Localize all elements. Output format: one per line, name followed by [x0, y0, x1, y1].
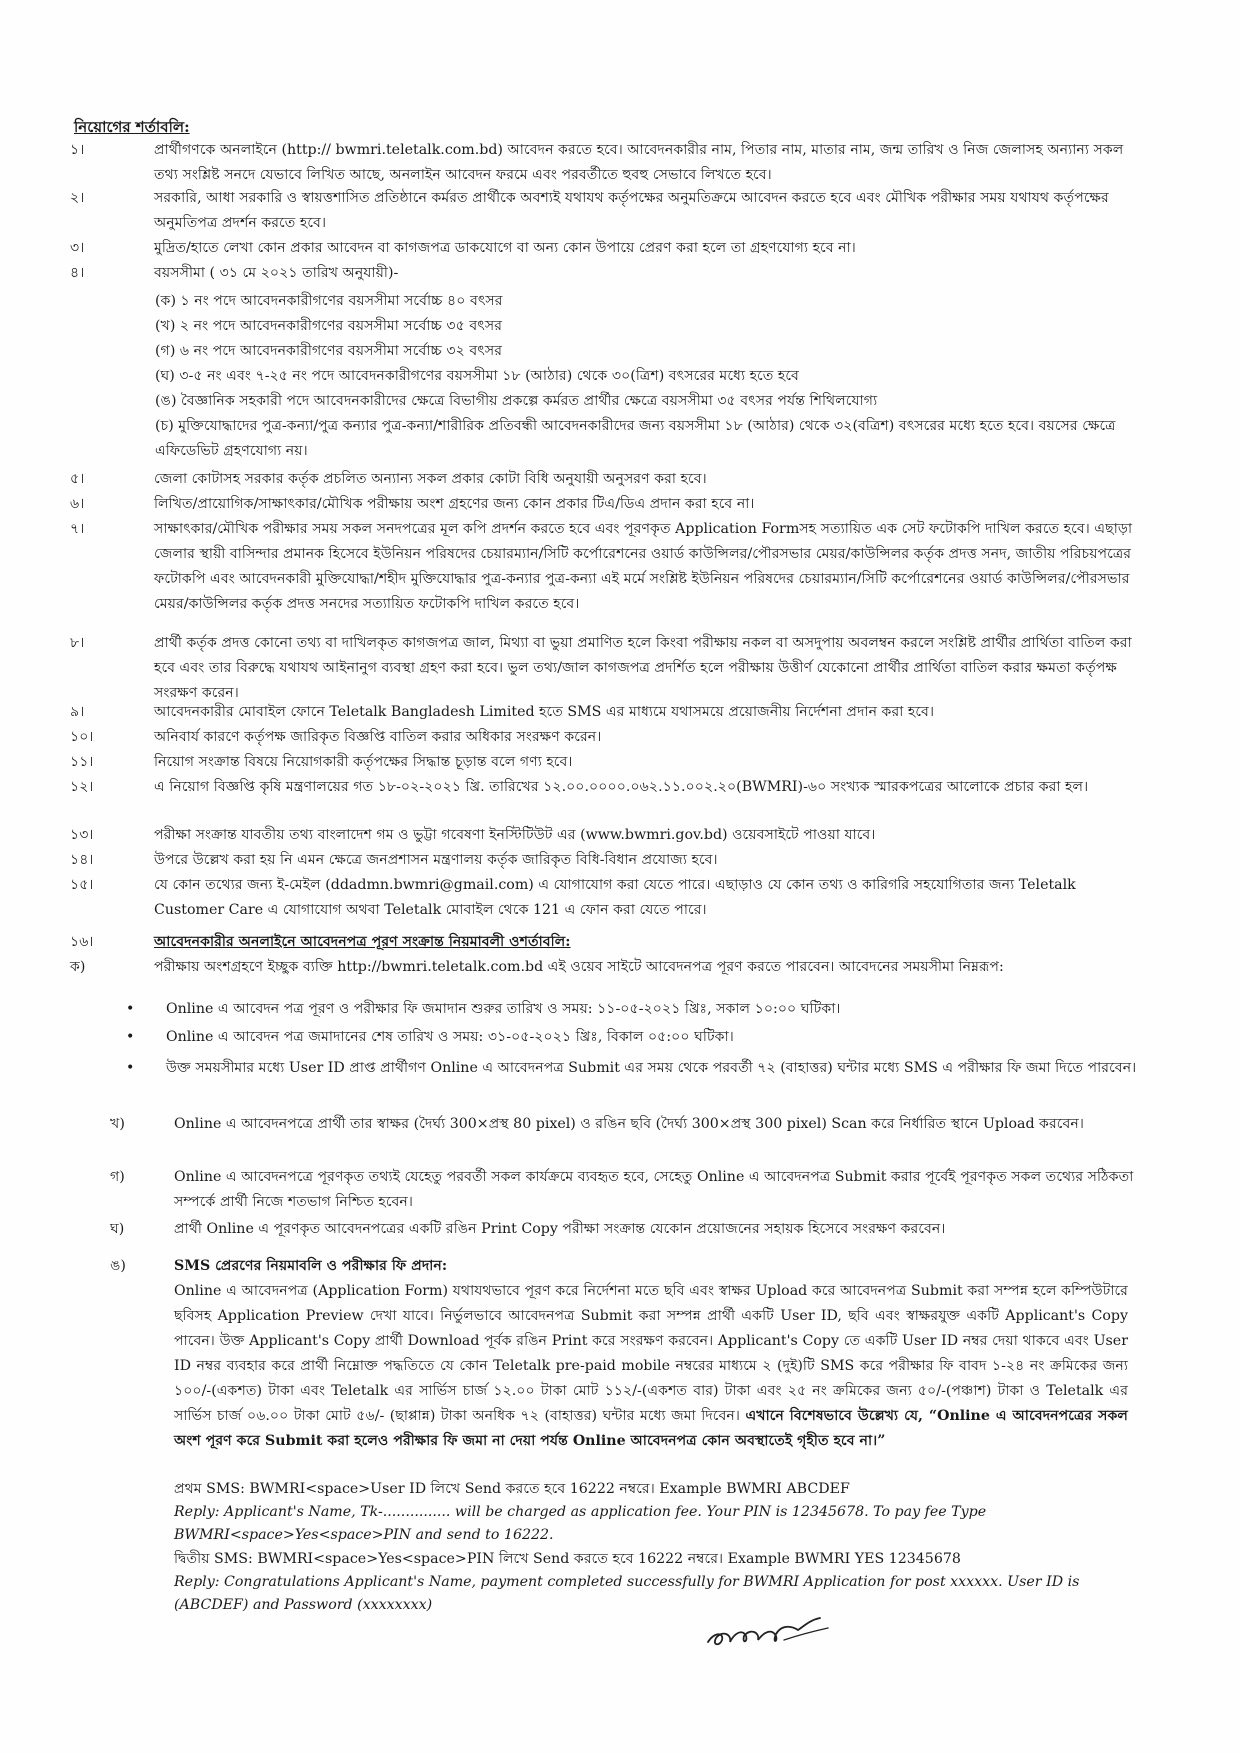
first-sms-line: প্রথম SMS: BWMRI<space>User ID লিখে Send করতে হবে 16222 নম্বরে। Example BWMRI ABCDEF [174, 1481, 850, 1497]
second-sms-block [174, 1548, 1134, 1617]
term-number: ১৩। [70, 827, 94, 843]
rule-number: ঙ) [110, 1258, 126, 1274]
handwritten-signature [700, 1606, 850, 1656]
term-item-10 [70, 725, 1140, 750]
rule-number: গ) [110, 1169, 125, 1185]
term-item-8 [70, 631, 1140, 706]
term-number: ১১। [70, 754, 94, 770]
term-item-2 [70, 186, 1140, 236]
term-number: ক) [70, 959, 86, 975]
online-rules-heading: আবেদনকারীর অনলাইনে আবেদনপত্র পূরণ সংক্রান্ত নিয়মাবলী ওশর্তাবলি: [154, 934, 571, 950]
term-item-4 [70, 261, 1140, 286]
term-item-11 [70, 750, 1140, 775]
term-number: ১০। [70, 729, 94, 745]
terms-heading: নিয়োগের শর্তাবলি: [74, 118, 190, 136]
age-limit-item: (ঘ) ৩-৫ নং এবং ৭-২৫ নং পদে আবেদনকারীগণের বয়সসীমা ১৮ (আঠার) থেকে ৩০(ত্রিশ) বৎসরের মধ্যে হতে হবে [155, 368, 799, 384]
sms-instruction-paragraph [174, 1279, 1128, 1454]
term-number: ৮। [70, 635, 85, 651]
sms-rules-heading: SMS প্রেরণের নিয়মাবলি ও পরীক্ষার ফি প্রদান: [174, 1258, 448, 1274]
online-rule-kha [110, 1112, 1140, 1137]
term-number: ৩। [70, 240, 85, 256]
term-text: উপরে উল্লেখ করা হয় নি এমন ক্ষেত্রে জনপ্রশাসন মন্ত্রণালয় কর্তৃক জারিকৃত বিধি-বিধান প্রযোজ্য হবে। [154, 852, 718, 868]
term-number: ১৬। [70, 934, 94, 950]
term-text: সরকারি, আধা সরকারি ও স্বায়ত্তশাসিত প্রতিষ্ঠানে কর্মরত প্রার্থীকে অবশ্যই যথাযথ কর্তৃপক্ষের অনুমতিক্রমে আবেদন করতে হবে এবং মৌখিক পরীক্ষার সময় যথাযথ কর্তৃপক্ষের অনুমতিপত্র প্রদর্শন করতে হবে। [154, 190, 1109, 231]
online-rule-umo [110, 1254, 1140, 1279]
term-number: ৭। [70, 521, 85, 537]
term-text: যে কোন তথ্যের জন্য ই-মেইল (ddadmn.bwmri@gmail.com) এ যোগাযোগ করা যেতে পারে। এছাড়াও যে কোন তথ্য ও কারিগরি সহযোগিতার জন্য Teletalk Customer Care এ যোগাযোগ অথবা Teletalk মোবাইল থেকে 121 এ ফোন করা যেতে পারে। [154, 877, 1076, 918]
term-number: ৬। [70, 496, 85, 512]
age-limit-item: (চ) মুক্তিযোদ্ধাদের পুত্র-কন্যা/পুত্র কন্যার পুত্র-কন্যা/শারীরিক প্রতিবন্ধী আবেদনকারীদের জন্য বয়সসীমা ১৮ (আঠার) থেকে ৩২(বত্রিশ) বৎসরের মধ্যে হতে হবে। বয়সের ক্ষেত্রে এফিডেভিট গ্রহণযোগ্য নয়। [155, 418, 1116, 459]
bullet-text: উক্ত সময়সীমার মধ্যে User ID প্রাপ্ত প্রার্থীগণ Online এ আবেদনপত্র Submit এর সময় থেকে পরবর্তী ৭২ (বাহাত্তর) ঘন্টার মধ্যে SMS এ পরীক্ষার ফি জমা দিতে পারবেন। [166, 1060, 1137, 1076]
term-number: ৯। [70, 704, 85, 720]
term-item-16 [70, 930, 1140, 955]
term-text: পরীক্ষায় অংশগ্রহণে ইচ্ছুক ব্যক্তি http://bwmri.teletalk.com.bd এই ওয়েব সাইটে আবেদনপত্র পূরণ করতে পারবেন। আবেদনের সময়সীমা নিম্নরূপ: [154, 959, 1004, 975]
sms-instruction-warning: এখানে বিশেষভাবে উল্লেখ্য যে, “Online এ আবেদনপত্রের সকল অংশ পূরণ করে Submit করা হলেও পরীক্ষার ফি জমা না দেয়া পর্যন্ত Online আবেদনপত্র কোন অবস্থাতেই গৃহীত হবে না।” [174, 1408, 1128, 1449]
term-item-15 [70, 873, 1140, 923]
term-item-6 [70, 492, 1140, 517]
term-number: ১৪। [70, 852, 94, 868]
rule-text: প্রার্থী Online এ পূরণকৃত আবেদনপত্রের একটি রঙিন Print Copy পরীক্ষা সংক্রান্ত যেকোন প্রয়োজনের সহায়ক হিসেবে সংরক্ষণ করবেন। [174, 1221, 946, 1237]
bullet-text: Online এ আবেদন পত্র জমাদানের শেষ তারিখ ও সময়: ৩১-০৫-২০২১ খ্রিঃ, বিকাল ০৫:০০ ঘটিকা। [166, 1029, 734, 1045]
term-number: ৪। [70, 265, 85, 281]
term-text: আবেদনকারীর মোবাইল ফোনে Teletalk Bangladesh Limited হতে SMS এর মাধ্যমে যথাসময়ে প্রয়োজনীয় নির্দেশনা প্রদান করা হবে। [154, 704, 935, 720]
term-item-14 [70, 848, 1140, 873]
first-sms-block [174, 1478, 1134, 1547]
sms-instruction-text: Online এ আবেদনপত্র (Application Form) যথাযথভাবে পূরণ করে নির্দেশনা মতে ছবি এবং স্বাক্ষর Upload করে আবেদনপত্র Submit করা সম্পন্ন হলে কম্পিউটারে ছবিসহ Application Preview দেখা যাবে। নির্ভুলভাবে আবেদনপত্র Submit করা সম্পন্ন প্রার্থী একটি User ID, ছবি এবং স্বাক্ষরযুক্ত একটি Applicant's Copy পাবেন। উক্ত Applicant's Copy প্রার্থী Download পূর্বক রঙিন Print করে সংরক্ষণ করবেন। Applicant's Copy তে একটি User ID নম্বর দেয়া থাকবে এবং User ID নম্বর ব্যবহার করে প্রার্থী নিম্নোক্ত পদ্ধতিতে যে কোন Teletalk pre-paid mobile নম্বরের মাধ্যমে ২ (দুই)টি SMS করে পরীক্ষার ফি বাবদ ১-২৪ নং ক্রমিকের জন্য ১০০/-(একশত) টাকা এবং Teletalk এর সার্ভিস চার্জ ১২.০০ টাকা মোট ১১২/-(একশত বার) টাকা এবং ২৫ নং ক্রমিকের জন্য ৫০/-(পঞ্চাশ) টাকা ও Teletalk এর সার্ভিস চার্জ ০৬.০০ টাকা মোট ৫৬/- (ছাপ্পান্ন) টাকা অনধিক ৭২ (বাহাত্তর) ঘন্টার মধ্যে জমা দিবেন। [174, 1283, 1128, 1424]
bullet-icon: • [126, 1029, 135, 1045]
term-item-ka [70, 955, 1140, 980]
age-limit-item: (গ) ৬ নং পদে আবেদনকারীগণের বয়সসীমা সর্বোচ্চ ৩২ বৎসর [155, 343, 503, 359]
schedule-bullet [126, 997, 1140, 1022]
online-rule-gha [110, 1217, 1140, 1242]
term-number: ১৫। [70, 877, 94, 893]
term-number: ১। [70, 142, 85, 158]
term-text: বয়সসীমা ( ৩১ মে ২০২১ তারিখ অনুযায়ী)- [154, 265, 399, 281]
term-number: ৫। [70, 471, 85, 487]
term-item-7 [70, 517, 1140, 617]
term-text: প্রার্থী কর্তৃক প্রদত্ত কোনো তথ্য বা দাখিলকৃত কাগজপত্র জাল, মিথ্যা বা ভুয়া প্রমাণিত হলে কিংবা পরীক্ষায় নকল বা অসদুপায় অবলম্বন করলে সংশ্লিষ্ট প্রার্থীর প্রার্থিতা বাতিল করা হবে এবং তার বিরুদ্ধে যথাযথ আইনানুগ ব্যবস্থা গ্রহণ করা হবে। ভুল তথ্য/জাল কাগজপত্র প্রদর্শিত হলে পরীক্ষায় উত্তীর্ণ যেকোনো প্রার্থীর প্রার্থিতা বাতিল করার ক্ষমতা কর্তৃপক্ষ সংরক্ষণ করেন। [154, 635, 1132, 701]
term-item-1 [70, 138, 1140, 188]
term-text: অনিবার্য কারণে কর্তৃপক্ষ জারিকৃত বিজ্ঞপ্তি বাতিল করার অধিকার সংরক্ষণ করেন। [154, 729, 602, 745]
term-text: জেলা কোটাসহ সরকার কর্তৃক প্রচলিত অন্যান্য সকল প্রকার কোটা বিধি অনুযায়ী অনুসরণ করা হবে। [154, 471, 707, 487]
term-item-12 [70, 775, 1140, 800]
schedule-bullet [126, 1025, 1140, 1050]
term-item-9 [70, 700, 1140, 725]
term-text: এ নিয়োগ বিজ্ঞপ্তি কৃষি মন্ত্রণালয়ের গত ১৮-০২-২০২১ খ্রি. তারিখের ১২.০০.০০০০.০৬২.১১.০০২.২০(BWMRI)-৬০ সংখ্যক স্মারকপত্রের আলোকে প্রচার করা হল। [154, 779, 1089, 795]
rule-text: Online এ আবেদনপত্রে প্রার্থী তার স্বাক্ষর (দৈর্ঘ্য 300×প্রস্থ 80 pixel) ও রঙিন ছবি (দৈর্ঘ্য 300×প্রস্থ 300 pixel) Scan করে নির্ধারিত স্থানে Upload করবেন। [174, 1116, 1084, 1132]
term-text: প্রার্থীগণকে অনলাইনে (http:// bwmri.teletalk.com.bd) আবেদন করতে হবে। আবেদনকারীর নাম, পিতার নাম, মাতার নাম, জন্ম তারিখ ও নিজ জেলাসহ অন্যান্য সকল তথ্য সংশ্লিষ্ট সনদে যেভাবে লিখিত আছে, অনলাইন আবেদন ফরমে এবং পরবর্তীতে হুবহু সেভাবে লিখতে হবে। [154, 142, 1124, 183]
bullet-text: Online এ আবেদন পত্র পূরণ ও পরীক্ষার ফি জমাদান শুরুর তারিখ ও সময়: ১১-০৫-২০২১ খ্রিঃ, সকাল ১০:০০ ঘটিকা। [166, 1001, 841, 1017]
age-limit-item: (খ) ২ নং পদে আবেদনকারীগণের বয়সসীমা সর্বোচ্চ ৩৫ বৎসর [155, 318, 503, 334]
term-text: পরীক্ষা সংক্রান্ত যাবতীয় তথ্য বাংলাদেশ গম ও ভুট্টা গবেষণা ইনস্টিটিউট এর (www.bwmri.gov.bd) ওয়েবসাইটে পাওয়া যাবে। [154, 827, 876, 843]
second-sms-reply: Reply: Congratulations Applicant's Name, payment completed successfully for BWMRI Application for post xxxxxx. User ID is (ABCDEF) and Password (xxxxxxxx) [174, 1574, 1080, 1613]
term-number: ১২। [70, 779, 94, 795]
term-item-13 [70, 823, 1140, 848]
age-limit-item: (ক) ১ নং পদে আবেদনকারীগণের বয়সসীমা সর্বোচ্চ ৪০ বৎসর [155, 293, 503, 309]
term-text: মুদ্রিত/হাতে লেখা কোন প্রকার আবেদন বা কাগজপত্র ডাকযোগে বা অন্য কোন উপায়ে প্রেরণ করা হলে তা গ্রহণযোগ্য হবে না। [154, 240, 856, 256]
bullet-icon: • [126, 1060, 135, 1076]
term-text: লিখিত/প্রায়োগিক/সাক্ষাৎকার/মৌখিক পরীক্ষায় অংশ গ্রহণের জন্য কোন প্রকার টিএ/ডিএ প্রদান করা হবে না। [154, 496, 755, 512]
online-rule-ga [110, 1165, 1140, 1215]
age-limit-item: (ঙ) বৈজ্ঞানিক সহকারী পদে আবেদনকারীদের ক্ষেত্রে বিভাগীয় প্রকল্পে কর্মরত প্রার্থীর ক্ষেত্রে বয়সসীমা ৩৫ বৎসর পর্যন্ত শিথিলযোগ্য [155, 393, 878, 409]
rule-number: খ) [110, 1116, 125, 1132]
term-number: ২। [70, 190, 85, 206]
term-text: সাক্ষাৎকার/মৌখিক পরীক্ষার সময় সকল সনদপত্রের মূল কপি প্রদর্শন করতে হবে এবং পূরণকৃত Application Formসহ সত্যায়িত এক সেট ফটোকপি দাখিল করতে হবে। এছাড়া জেলার স্থায়ী বাসিন্দার প্রমানক হিসেবে ইউনিয়ন পরিষদের চেয়ারম্যান/সিটি কর্পোরেশনের ওয়ার্ড কাউন্সিলর/পৌরসভার মেয়র/কাউন্সিলর কর্তৃক প্রদত্ত সনদ, জাতীয় পরিচয়পত্রের ফটোকপি এবং আবেদনকারী মুক্তিযোদ্ধা/শহীদ মুক্তিযোদ্ধার পুত্র-কন্যার পুত্র-কন্যা এই মর্মে সংশ্লিষ্ট ইউনিয়ন পরিষদের চেয়ারম্যান/সিটি কর্পোরেশনের ওয়ার্ড কাউন্সিলর/পৌরসভার মেয়র/কাউন্সিলর কর্তৃক প্রদত্ত সনদের সত্যায়িত ফটোকপি দাখিল করতে হবে। [154, 521, 1133, 612]
first-sms-reply: Reply: Applicant's Name, Tk-............... will be charged as application fee. Your PIN is 12345678. To pay fee Type BWMRI<space>Yes<space>PIN and send to 16222. [174, 1504, 987, 1543]
bullet-icon: • [126, 1001, 135, 1017]
term-item-5 [70, 467, 1140, 492]
schedule-bullet [126, 1056, 1140, 1081]
rule-text: Online এ আবেদনপত্রে পূরণকৃত তথ্যই যেহেতু পরবর্তী সকল কার্যক্রমে ব্যবহৃত হবে, সেহেতু Online এ আবেদনপত্র Submit করার পূর্বেই পূরণকৃত সকল তথ্যের সঠিকতা সম্পর্কে প্রার্থী নিজে শতভাগ নিশ্চিত হবেন। [174, 1169, 1134, 1210]
term-item-3 [70, 236, 1140, 261]
rule-number: ঘ) [110, 1221, 125, 1237]
second-sms-line: দ্বিতীয় SMS: BWMRI<space>Yes<space>PIN লিখে Send করতে হবে 16222 নম্বরে। Example BWMRI YES 12345678 [174, 1551, 961, 1567]
term-text: নিয়োগ সংক্রান্ত বিষয়ে নিয়োগকারী কর্তৃপক্ষের সিদ্ধান্ত চূড়ান্ত বলে গণ্য হবে। [154, 754, 573, 770]
